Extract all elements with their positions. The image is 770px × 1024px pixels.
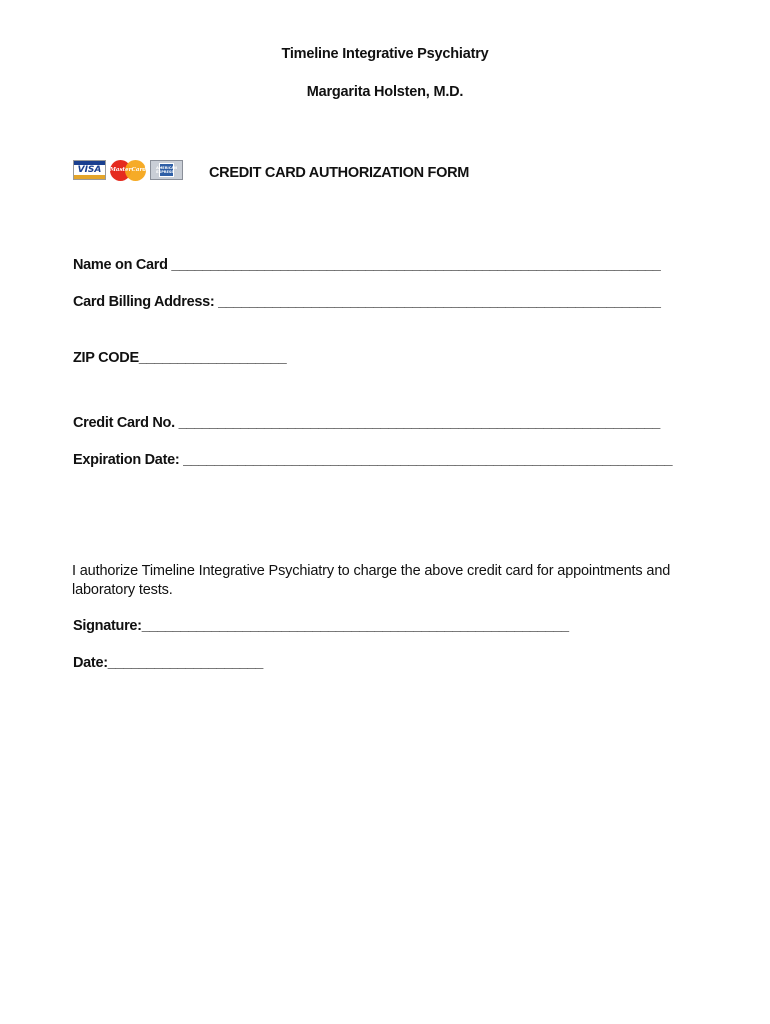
amex-logo-text: AMERICAN EXPRESS bbox=[159, 163, 174, 177]
expiration-date-field[interactable]: Expiration Date: _______________________________________________________________ bbox=[73, 452, 673, 468]
authorization-statement: I authorize Timeline Integrative Psychiatry to charge the above credit card for appointments and laboratory tests. bbox=[72, 563, 671, 598]
mastercard-logo-text: MasterCard bbox=[109, 167, 147, 173]
visa-logo-text: VISA bbox=[77, 165, 102, 175]
billing-address-field[interactable]: Card Billing Address: _________________________________________________________ bbox=[73, 294, 661, 310]
mastercard-logo-icon bbox=[110, 160, 146, 180]
amex-logo-icon bbox=[150, 160, 183, 180]
zip-code-field[interactable]: ZIP CODE___________________ bbox=[73, 350, 287, 366]
name-on-card-field[interactable]: Name on Card _______________________________________________________________ bbox=[73, 257, 661, 273]
signature-field[interactable]: Signature:_______________________________________________________ bbox=[73, 618, 569, 634]
card-logos bbox=[73, 159, 183, 181]
credit-card-number-field[interactable]: Credit Card No. ______________________________________________________________ bbox=[73, 415, 660, 431]
form-title: CREDIT CARD AUTHORIZATION FORM bbox=[209, 165, 470, 181]
doctor-name: Margarita Holsten, M.D. bbox=[306, 84, 464, 100]
date-field[interactable]: Date:____________________ bbox=[73, 655, 264, 671]
visa-logo-icon bbox=[73, 160, 106, 180]
organization-name: Timeline Integrative Psychiatry bbox=[281, 46, 489, 62]
